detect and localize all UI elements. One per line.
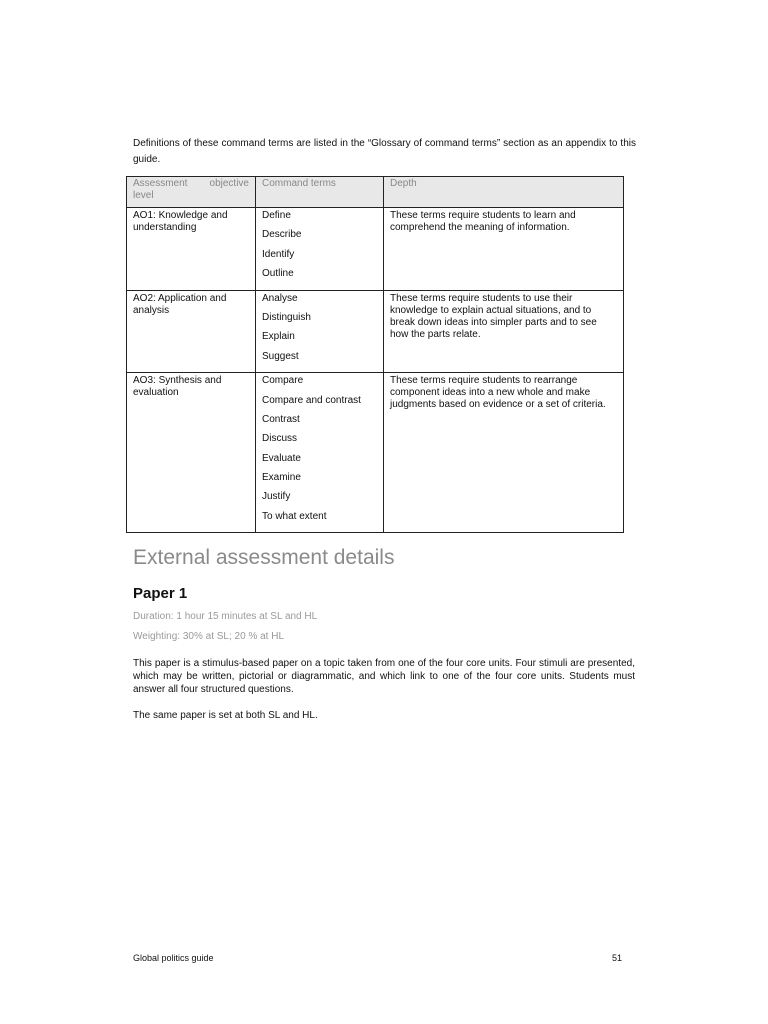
command-term: Discuss <box>262 433 298 445</box>
command-term: Compare and contrast <box>262 394 361 406</box>
command-term: Define <box>262 210 291 221</box>
table-row <box>127 290 624 373</box>
header-assessment-level: Assessment objective level <box>127 177 256 208</box>
level-cell: AO2: Application and analysis <box>127 290 256 373</box>
depth-cell: These terms require students to use their knowledge to explain actual situations, and to break down ideas into simpler parts and to see how the parts relate. <box>384 290 624 373</box>
command-term: Describe <box>262 229 302 241</box>
command-term: Justify <box>262 491 291 503</box>
command-term: Compare <box>262 375 304 387</box>
command-term: Analyse <box>262 292 298 304</box>
intro-text: Definitions of these command terms are listed in the “Glossary of command terms” section as an appendix to this guide. <box>133 138 636 165</box>
command-term: To what extent <box>262 510 327 522</box>
table-row <box>127 208 624 291</box>
terms-cell <box>256 373 384 533</box>
command-term: Examine <box>262 472 301 484</box>
paper-title: Paper 1 <box>133 585 188 602</box>
command-term: Suggest <box>262 350 299 362</box>
terms-cell <box>256 290 384 373</box>
paper-weighting: Weighting: 30% at SL; 20 % at HL <box>133 631 285 642</box>
level-cell: AO1: Knowledge and understanding <box>127 208 256 291</box>
header-command-terms: Command terms <box>256 177 384 208</box>
paper-description: This paper is a stimulus-based paper on a topic taken from one of the four core units. Four stimuli are presented, which may be written, pictorial or diagrammatic, and which link to one of the four core units. Students must answer all four structured questions. <box>133 658 635 695</box>
command-term: Evaluate <box>262 452 301 464</box>
header-depth: Depth <box>384 177 624 208</box>
terms-cell <box>256 208 384 291</box>
paper-duration: Duration: 1 hour 15 minutes at SL and HL <box>133 611 318 622</box>
command-term: Outline <box>262 268 294 280</box>
command-term: Distinguish <box>262 311 311 323</box>
level-cell: AO3: Synthesis and evaluation <box>127 373 256 533</box>
depth-cell: These terms require students to rearrange component ideas into a new whole and make judgments based on evidence or a set of criteria. <box>384 373 624 533</box>
table-header-row <box>127 177 624 208</box>
table-row <box>127 373 624 533</box>
command-terms-table <box>126 176 624 533</box>
command-term: Identify <box>262 248 295 260</box>
depth-cell: These terms require students to learn and comprehend the meaning of information. <box>384 208 624 291</box>
footer-title: Global politics guide <box>133 953 214 963</box>
command-term: Explain <box>262 331 295 343</box>
command-term: Contrast <box>262 413 300 425</box>
page-number: 51 <box>612 953 623 963</box>
paper-note: The same paper is set at both SL and HL. <box>133 710 318 721</box>
section-heading: External assessment details <box>133 546 395 569</box>
